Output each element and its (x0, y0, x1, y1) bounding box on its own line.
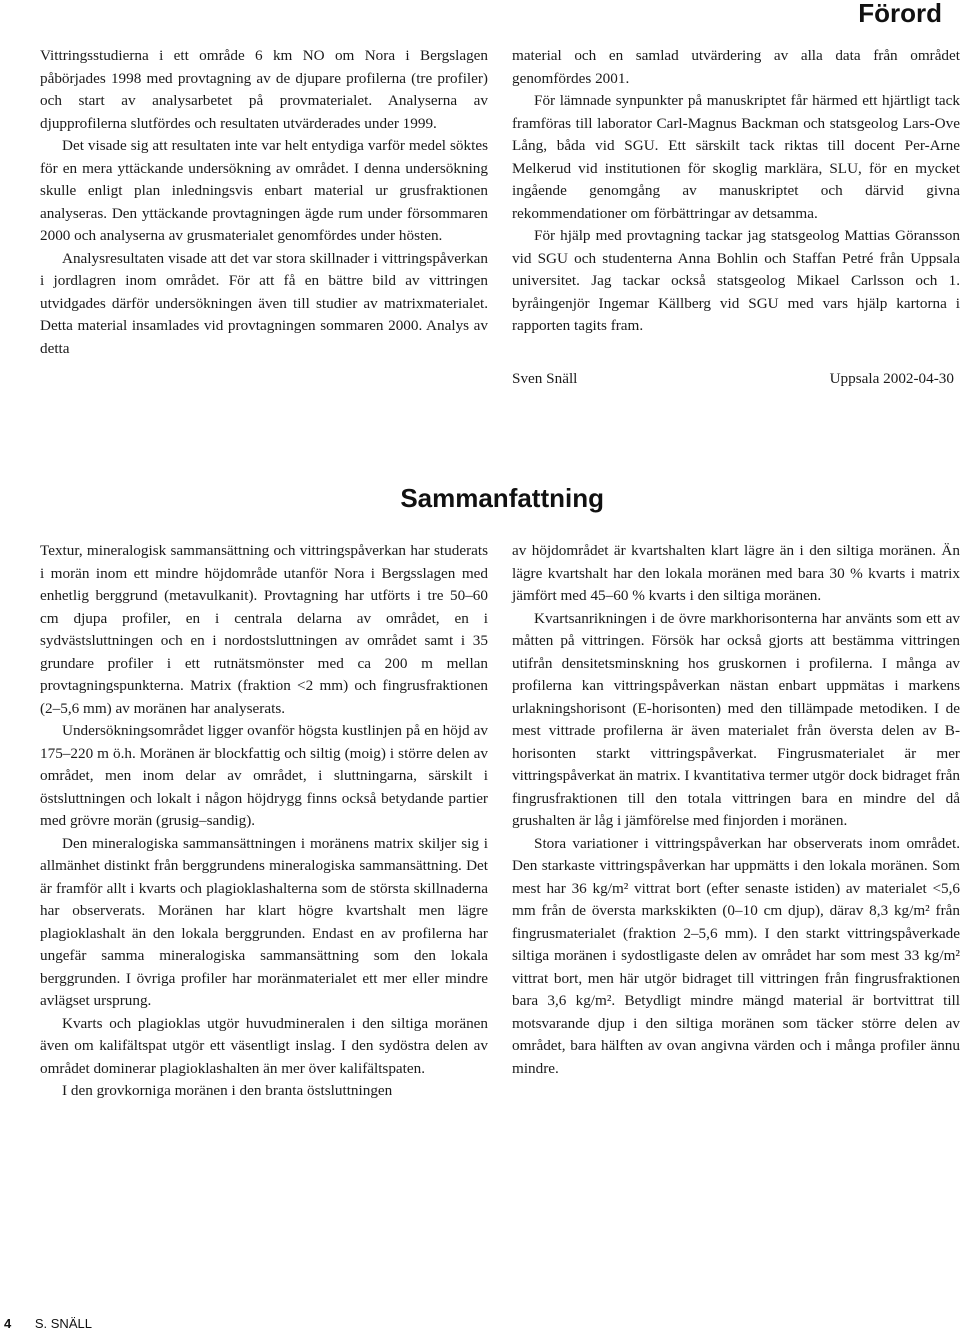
body-paragraph: Undersökningsområdet ligger ovanför högsta kustlinjen på en höjd av 175–220 m ö.h. Moränen är blockfattig och siltig (moig) i större delen av området, men inom delar av området, i sluttningarna, särskilt i östsluttningen och lokalt i någon höjdrygg finns också betydande partier med grövre morän (grusig–sandig). (40, 722, 488, 829)
body-paragraph: Textur, mineralogisk sammansättning och vittringspåverkan har studerats i morän inom ett mindre höjdområde utanför Nora i Bergsslagen med enhetlig berggrund (metavulkanit). Provtagning har utförts i tre 50–60 cm djupa profiler, en i centrala delarna av området, en i sydvästsluttningen och en i nordostsluttningen av området samt i 35 grundare profiler i ett rutnätsmönster med ca 200 m mellan provtagningspunkterna. Matrix (fraktion <2 mm) och fingrusfraktionen (2–5,6 mm) av moränen har analyserats. (40, 542, 488, 717)
body-paragraph: I den grovkorniga moränen i den branta östsluttningen (62, 1082, 393, 1099)
forord-right-column (512, 45, 960, 390)
section-title-sammanfattning: Sammanfattning (400, 483, 604, 513)
sammanfattning-left-column (40, 540, 488, 1103)
body-paragraph: Kvarts och plagioklas utgör huvudmineralen i den siltiga moränen även om kalifältspat utgör ett väsentligt inslag. I den sydöstra delen av området dominerar plagioklashalten än mer över kalifältspaten. (40, 1014, 488, 1077)
body-paragraph: För lämnade synpunkter på manuskriptet får härmed ett hjärtligt tack framföras till laborator Carl-Magnus Backman och statsgeolog Lars-Ove Lång, båda vid SGU. Ett särskilt tack riktas till docent Per-Arne Melkerud vid institutionen för skoglig marklära, SLU, för en mycket ingående genomgång av manuskriptet och därvid givna rekommendationer om förbättringar av detsamma. (512, 92, 960, 222)
signature-place-date: Uppsala 2002-04-30 (829, 369, 954, 387)
body-paragraph: Stora variationer i vittringspåverkan har observerats inom området. Den starkaste vittringspåverkan har uppmätts i den lokala moränen. Som mest har 36 kg/m² vittrat bort (efter senaste istiden) av materialet <5,6 mm från de översta markskikten (0–10 cm djup), därav 8,3 kg/m² från fingrusmaterialet (fraktion 2–5,6 mm). I den starkt vittringspåverkade siltiga moränen i sydostligaste delen av området har som mest 33 kg/m² vittrat bort, men här utgör bidraget till vittringen från fingrusfraktionen bara 3,6 kg/m². Betydligt mindre mängd material är bortvittrat till motsvarande djup i den siltiga moränen som täcker större delen av området, bara hälften av ovan angivna värden och i många profiler ännu mindre. (512, 834, 960, 1077)
section-title-forord: Förord (858, 0, 942, 28)
body-paragraph: Den mineralogiska sammansättningen i moränens matrix skiljer sig i allmänhet distinkt från berggrundens mineralogiska sammansättning. Det är framför allt i kvarts och plagioklashalterna som de största skillnaderna har observerats. Moränen har klart högre kvartshalt men lägre plagioklashalt än den lokala berggrunden. Endast en av profilerna har ungefär samma mineralogiska sammansättning som den lokala berggrunden. I övriga profiler har moränmaterialet ett mer eller mindre avlägset ursprung. (40, 834, 488, 1009)
signature-name: Sven Snäll (512, 369, 578, 387)
body-paragraph: Vittringsstudierna i ett område 6 km NO om Nora i Bergslagen påbörjades 1998 med provtagning av de djupare profilerna (tre profiler) och start av analysarbetet på provmaterialet. Analyserna av djupprofilerna slutfördes och resultaten utvärderades under 1999. (40, 47, 488, 132)
signature-line (512, 368, 960, 391)
body-paragraph: material och en samlad utvärdering av alla data från området genomfördes 2001. (512, 47, 960, 87)
sammanfattning-right-column (512, 540, 960, 1080)
body-paragraph: För hjälp med provtagning tackar jag statsgeolog Mattias Göransson vid SGU och studenterna Anna Bohlin och Staffan Petré från Uppsala universitet. Jag tackar också statsgeolog Mikael Carlsson och 1. byråingenjör Ingemar Källberg vid SGU med vars hjälp kartorna i rapporten tagits fram. (512, 227, 960, 334)
forord-left-column (40, 45, 488, 360)
body-paragraph: Det visade sig att resultaten inte var helt entydiga varför medel söktes för en mera yttäckande undersökning av området. I denna undersökning skulle enligt plan inledningsvis enbart material ur grusfraktionen analyseras. Den yttäckande provtagningen ägde rum under försommaren 2000 och analyserna av grusmaterialet genomfördes under hösten. (40, 137, 488, 244)
body-paragraph: av höjdområdet är kvartshalten klart lägre än i den siltiga moränen. Än lägre kvartshalt har den lokala moränen med bara 30 % kvarts i matrix jämfört med 45–60 % kvarts i den siltiga moränen. (512, 542, 960, 604)
running-author: S. SNÄLL (34, 1316, 92, 1331)
body-paragraph: Kvartsanrikningen i de övre markhorisonterna har använts som ett av måtten på vittringen. Försök har också gjorts att bestämma vittringen utifrån densitetsminskning hos gruskornen i profilerna. I många av profilerna kan vittringspåverkan nästan enbart uppmätas i markens urlakningshorisont (E-horisonten) med den tillämpade metodiken. I de mest vittrade profilerna är även materialet från översta delen av B-horisonten starkt vittringspåverkat. Fingrusmaterialet är mer vittringspåverkat än matrix. I kvantitativa termer utgör dock bidraget från fingrusfraktionen till den totala vittringen bara en mindre del då grushalten är låg i jämförelse med finjorden i moränen. (512, 609, 960, 829)
page-number: 4 (4, 1316, 12, 1331)
body-paragraph: Analysresultaten visade att det var stora skillnader i vittringspåverkan i jordlagren inom området. För att få en bättre bild av vittringen utvidgades därför undersökningen även till studier av matrixmaterialet. Detta material insamlades vid provtagningen sommaren 2000. Analys av detta (40, 249, 488, 357)
page-footer (4, 1316, 92, 1332)
